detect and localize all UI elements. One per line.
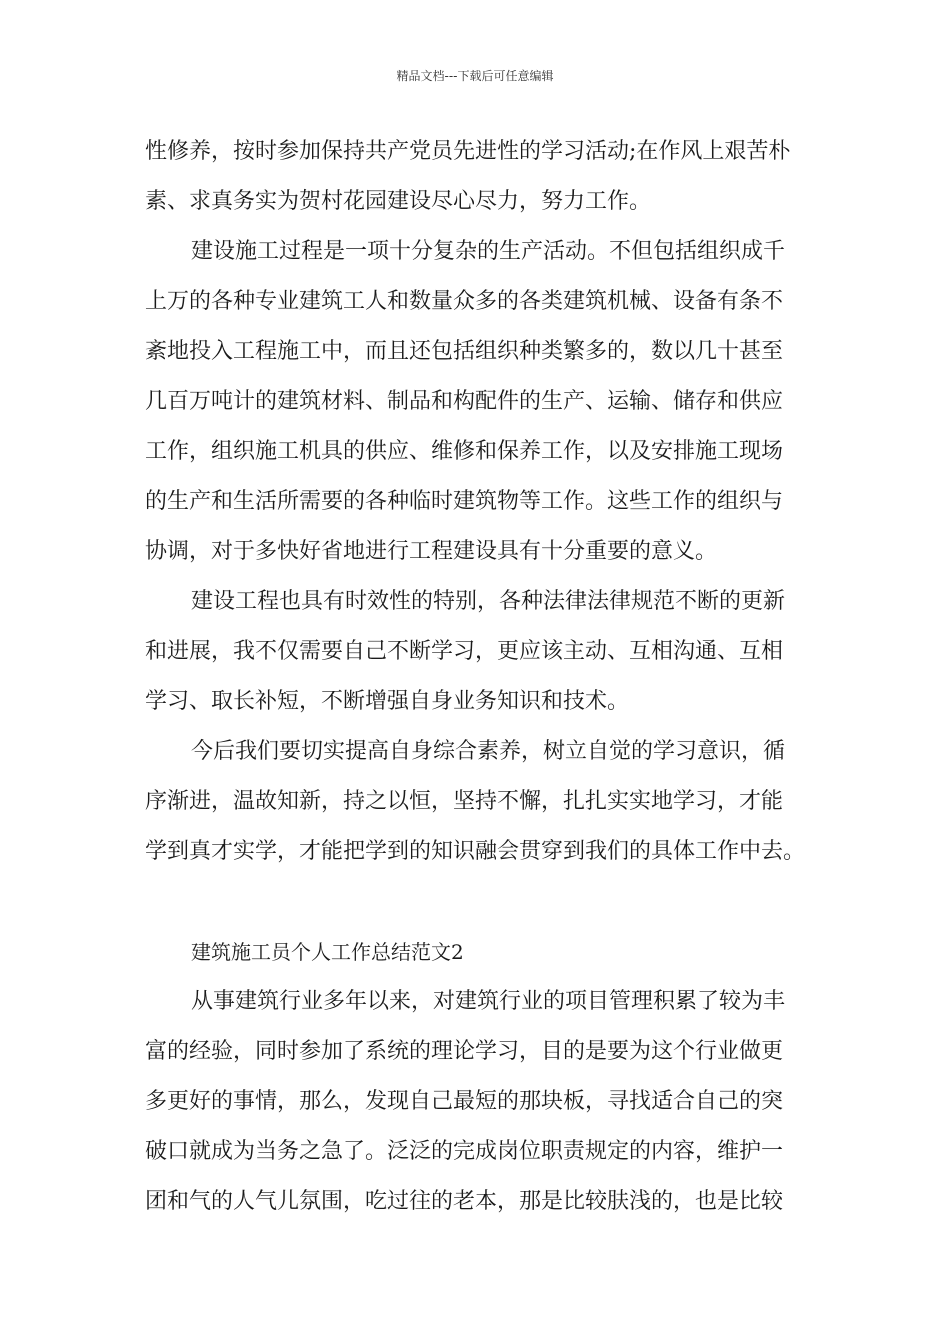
- text-line: 多更好的事情，那么，发现自己最短的那块板，寻找适合自己的突: [145, 1089, 784, 1114]
- paragraph: [145, 977, 810, 1227]
- text-line: 今后我们要切实提高自身综合素养，树立自觉的学习意识，循: [191, 739, 786, 764]
- page-header: 精品文档---下载后可任意编辑: [396, 69, 554, 83]
- text-line: 协调，对于多快好省地进行工程建设具有十分重要的意义。: [145, 539, 718, 564]
- document-body: [145, 127, 810, 1227]
- text-line: 工作，组织施工机具的供应、维修和保养工作，以及安排施工现场: [145, 439, 784, 464]
- text-line: 建设施工过程是一项十分复杂的生产活动。不但包括组织成千: [191, 239, 786, 264]
- text-line: 性修养，按时参加保持共产党员先进性的学习活动;在作风上艰苦朴: [145, 139, 791, 164]
- text-line: 几百万吨计的建筑材料、制品和构配件的生产、运输、储存和供应: [145, 389, 784, 414]
- blank-line: [145, 877, 810, 927]
- paragraph: [145, 127, 810, 227]
- paragraph: [145, 227, 810, 577]
- paragraph: [145, 727, 810, 877]
- text-line: 序渐进，温故知新，持之以恒，坚持不懈，扎扎实实地学习，才能: [145, 789, 784, 814]
- text-line: 富的经验，同时参加了系统的理论学习，目的是要为这个行业做更: [145, 1039, 784, 1064]
- text-line: 破口就成为当务之急了。泛泛的完成岗位职责规定的内容，维护一: [145, 1139, 784, 1164]
- text-line: 从事建筑行业多年以来，对建筑行业的项目管理积累了较为丰: [191, 989, 786, 1014]
- text-line: 学到真才实学，才能把学到的知识融会贯穿到我们的具体工作中去。: [145, 839, 806, 864]
- text-line: 的生产和生活所需要的各种临时建筑物等工作。这些工作的组织与: [145, 489, 784, 514]
- text-line: 和进展，我不仅需要自己不断学习，更应该主动、互相沟通、互相: [145, 639, 784, 664]
- section-title: 建筑施工员个人工作总结范文2: [191, 940, 464, 964]
- text-line: 素、求真务实为贺村花园建设尽心尽力，努力工作。: [145, 189, 652, 214]
- text-line: 团和气的人气儿氛围，吃过往的老本，那是比较肤浅的，也是比较: [145, 1189, 784, 1214]
- text-line: 建设工程也具有时效性的特别，各种法律法律规范不断的更新: [191, 589, 786, 614]
- text-line: 学习、取长补短，不断增强自身业务知识和技术。: [145, 689, 630, 714]
- text-line: 上万的各种专业建筑工人和数量众多的各类建筑机械、设备有条不: [145, 289, 784, 314]
- text-line: 紊地投入工程施工中，而且还包括组织种类繁多的，数以几十甚至: [145, 339, 784, 364]
- paragraph: [145, 577, 810, 727]
